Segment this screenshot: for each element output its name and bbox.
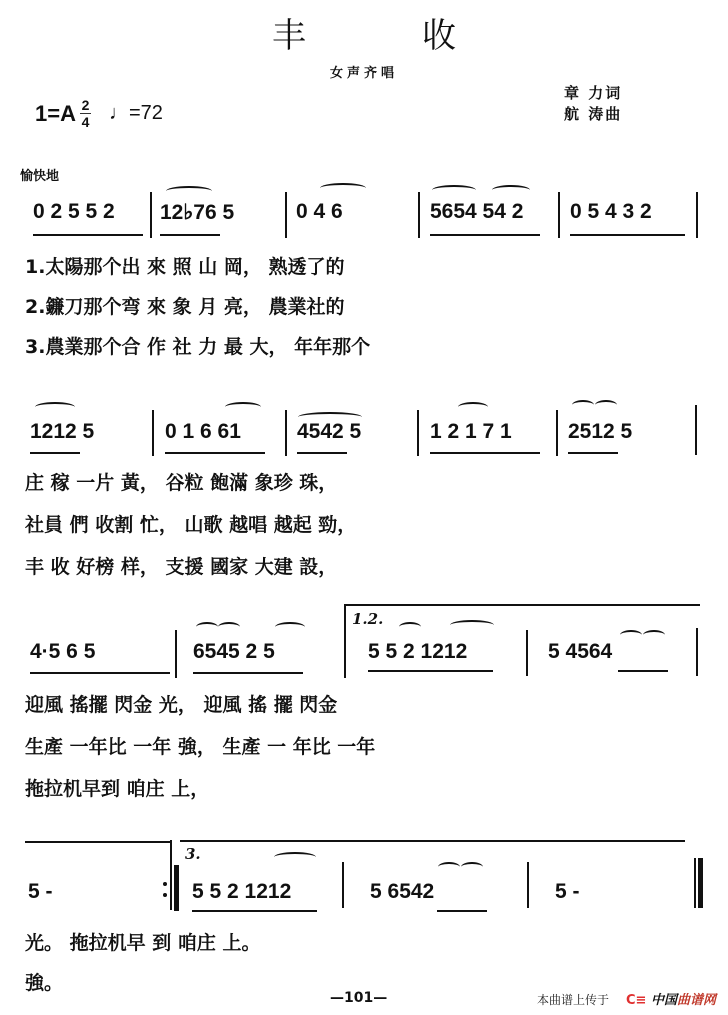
- barline: [175, 630, 177, 678]
- measure: 1 2 1 7 1: [430, 420, 512, 443]
- lyric-line: 1.太陽那个出 來 照 山 岡， 熟透了的: [25, 256, 345, 278]
- lyric-line: 丰 收 好榜 样， 支援 國家 大建 設，: [25, 556, 338, 578]
- lyric-line: 生產 一年比 一年 強， 生產 一 年比 一年: [25, 736, 376, 758]
- measure: 0 4 6: [296, 200, 343, 223]
- barline: [558, 192, 560, 238]
- measure: 5 6542: [370, 880, 435, 903]
- barline: [285, 192, 287, 238]
- title-char: 收: [422, 16, 456, 56]
- title-char: 丰: [272, 16, 306, 56]
- measure: 5 4564: [548, 640, 613, 663]
- barline: [526, 630, 528, 676]
- lyric-line: 光。 拖拉机早 到 咱庄 上。: [25, 932, 261, 954]
- measure: 12♭76 5: [160, 201, 235, 224]
- barline: [696, 628, 698, 676]
- measure: 5 -: [28, 880, 53, 903]
- measure: 1212 5: [30, 420, 95, 443]
- song-title: [0, 8, 728, 57]
- measure: 5 5 2 1212: [192, 880, 292, 903]
- barline: [417, 410, 419, 456]
- key-signature: [35, 98, 163, 129]
- lyric-line: 庄 稼 一片 黃， 谷粒 飽滿 象珍 珠，: [25, 472, 338, 494]
- barline: [150, 192, 152, 238]
- measure: 4·5 6 5: [30, 640, 96, 663]
- lyric-line: 2.鐮刀那个弯 來 象 月 亮， 農業社的: [25, 296, 345, 318]
- subtitle: 女声齐唱: [329, 66, 398, 81]
- measure: 4542 5: [297, 420, 362, 443]
- repeat-dot: [163, 882, 167, 886]
- volta-bracket: [180, 840, 685, 842]
- barline: [694, 858, 696, 908]
- measure: 2512 5: [568, 420, 633, 443]
- barline: [527, 862, 529, 908]
- measure: 6545 2 5: [193, 640, 275, 663]
- barline: [344, 604, 346, 678]
- lyric-line: 強。: [25, 972, 64, 994]
- upload-note: 本曲谱上传于: [537, 993, 610, 1007]
- barline: [418, 192, 420, 238]
- lyric-line: 迎風 搖擺 閃金 光， 迎風 搖 擺 閃金: [25, 694, 338, 716]
- expression-marking: 愉快地: [20, 169, 60, 184]
- final-barline: [698, 858, 703, 908]
- tempo-marking: ♩=72: [108, 102, 163, 124]
- measure: 5 -: [555, 880, 580, 903]
- barline: [556, 410, 558, 456]
- barline: [170, 840, 172, 910]
- lyricist: 章 力词: [564, 84, 623, 102]
- barline: [342, 862, 344, 908]
- site-name-part: 中国: [650, 993, 677, 1008]
- barline: [152, 410, 154, 456]
- page-number: —101—: [330, 990, 388, 1006]
- measure: 5654 54 2: [430, 200, 524, 223]
- time-signature: [80, 98, 91, 129]
- composer: 航 涛曲: [564, 105, 623, 123]
- logo-mark-icon: C≡: [626, 993, 647, 1008]
- repeat-end-barline: [174, 865, 179, 911]
- site-logo[interactable]: [626, 989, 716, 1008]
- volta-bracket: [345, 604, 700, 606]
- site-name-part: 曲谱网: [676, 993, 716, 1008]
- volta-label: 3.: [185, 845, 201, 863]
- lyric-line: 社員 們 收割 忙， 山歌 越唱 越起 勁，: [25, 514, 357, 536]
- lyric-line: 3.農業那个合 作 社 力 最 大， 年年那个: [25, 336, 371, 358]
- time-sig-num: 2: [81, 97, 90, 113]
- volta-label: 1.2.: [352, 610, 384, 628]
- barline: [696, 192, 698, 238]
- barline: [695, 405, 697, 455]
- lyric-line: 拖拉机早到 咱庄 上，: [25, 778, 210, 800]
- volta-bracket: [25, 841, 170, 843]
- measure: 0 2 5 5 2: [33, 200, 115, 223]
- measure: 0 5 4 3 2: [570, 200, 652, 223]
- key: 1=A: [35, 100, 76, 126]
- credits: [564, 83, 622, 125]
- measure: 0 1 6 61: [165, 420, 241, 443]
- time-sig-den: 4: [81, 114, 90, 130]
- measure: 5 5 2 1212: [368, 640, 468, 663]
- barline: [285, 410, 287, 456]
- repeat-dot: [163, 893, 167, 897]
